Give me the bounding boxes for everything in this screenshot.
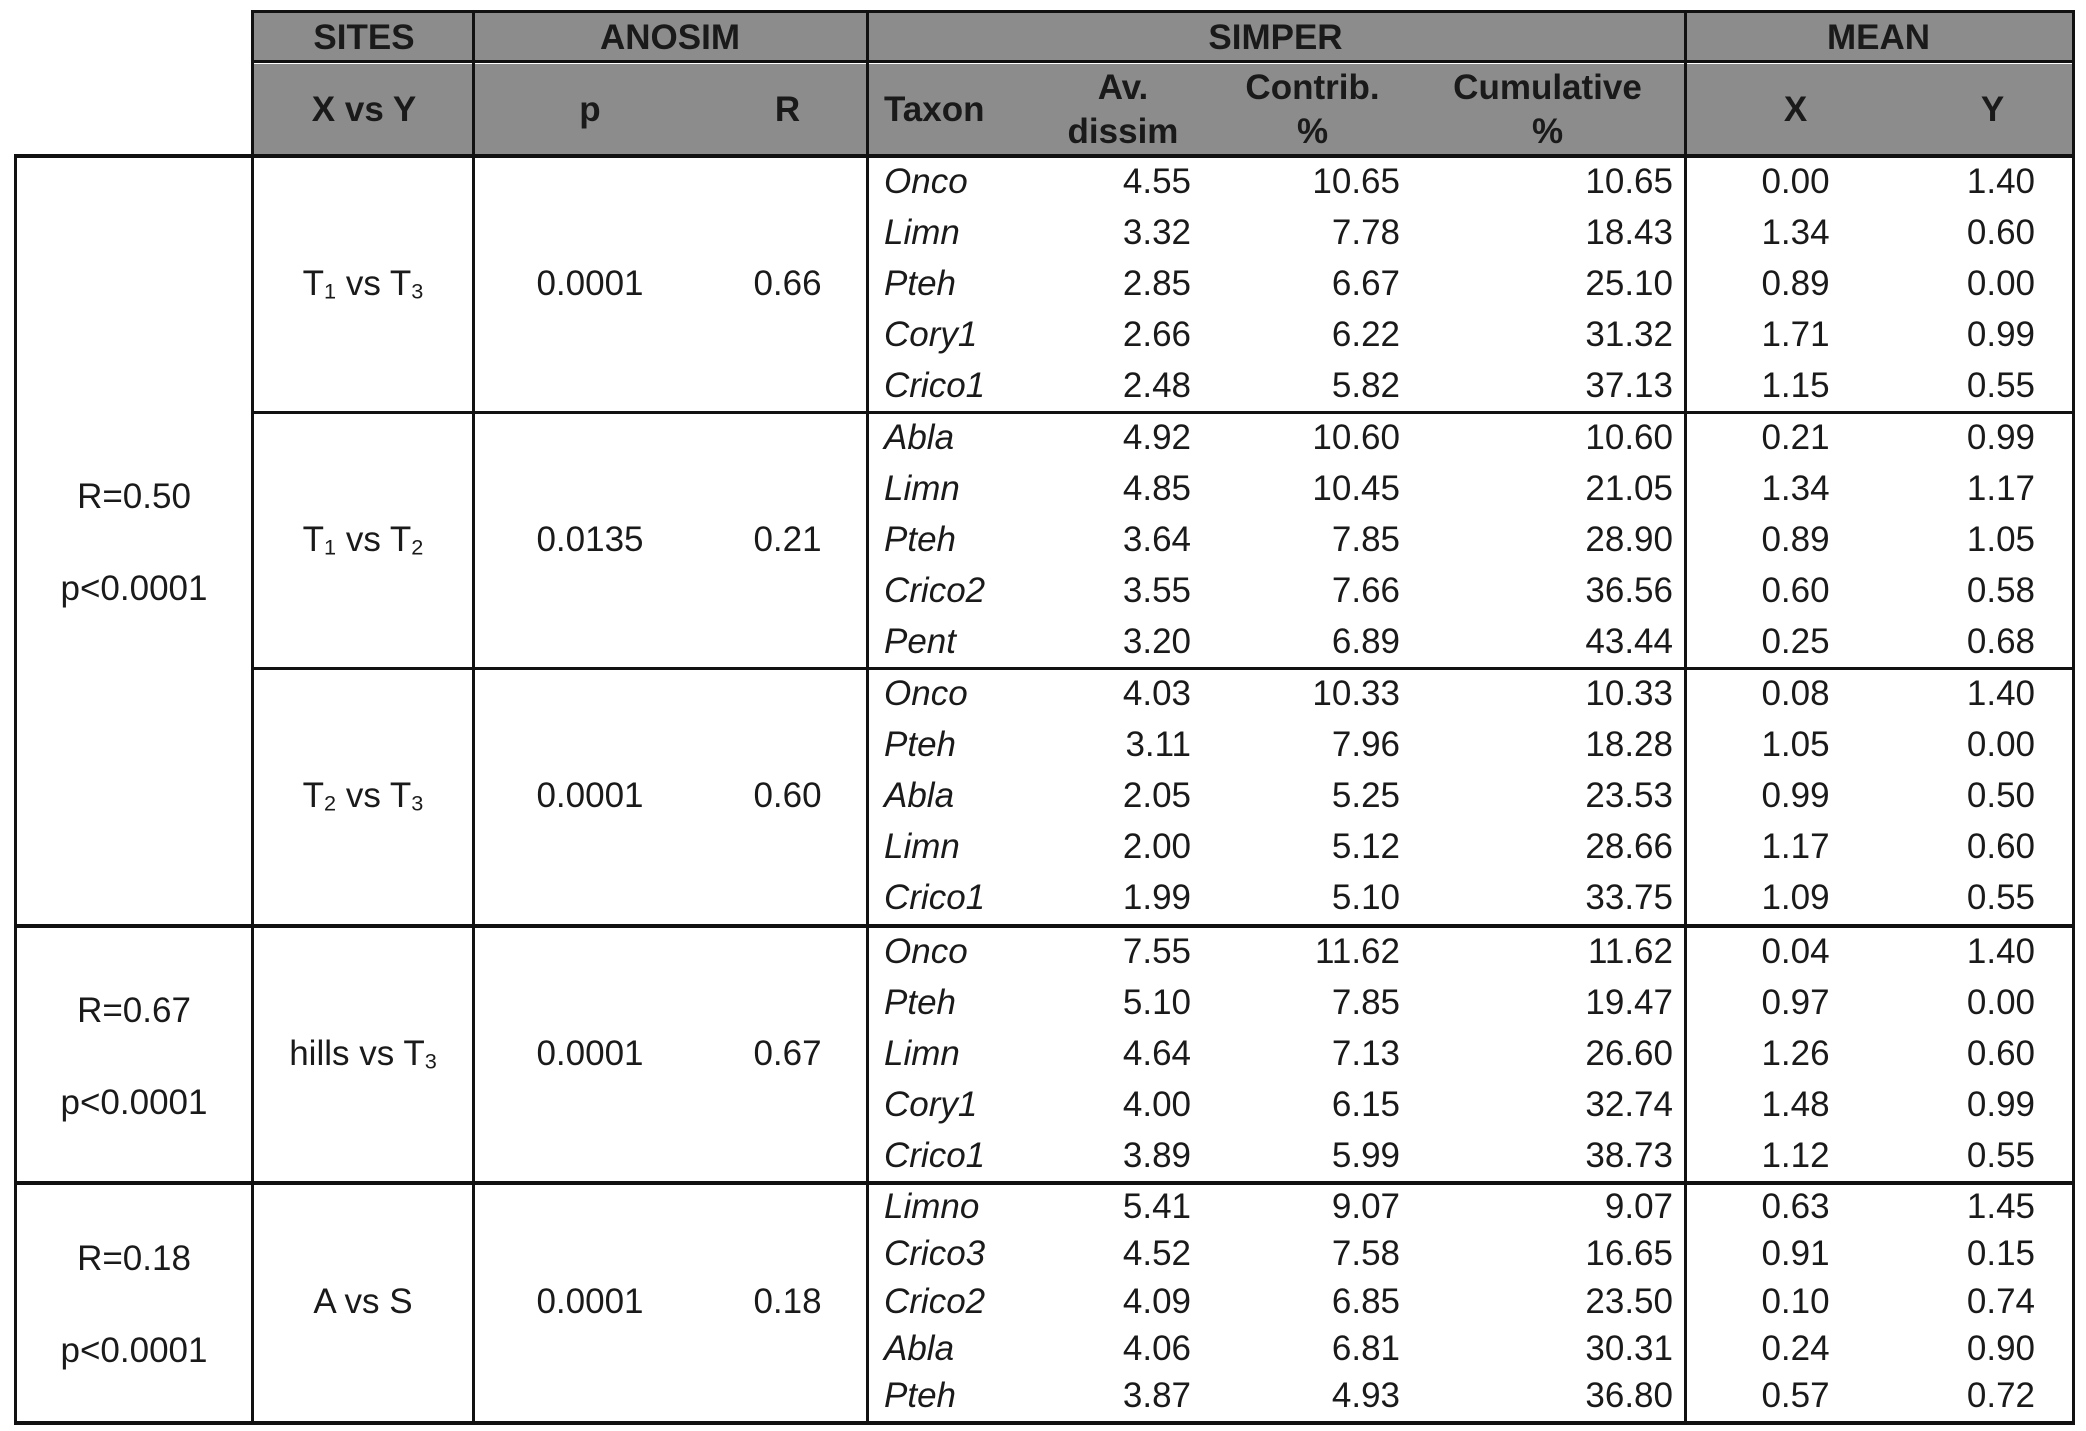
cell-mean-x: 0.91: [1761, 1234, 1830, 1273]
cell-taxon: Crico1: [884, 366, 986, 405]
cell-mean-x: 0.08: [1761, 674, 1830, 713]
cell-contrib: 10.45: [1312, 469, 1400, 508]
cell-cumulative: 30.31: [1585, 1329, 1673, 1368]
cell-av-dissim: 4.55: [1122, 162, 1191, 201]
cell-av-dissim: 4.85: [1122, 469, 1191, 508]
cell-contrib: 5.82: [1331, 366, 1400, 405]
cell-cumulative: 43.44: [1585, 622, 1673, 661]
cell-cumulative: 36.56: [1585, 571, 1673, 610]
sites-left-border: [251, 10, 254, 1424]
cell-av-dissim: 2.85: [1122, 264, 1191, 303]
anosim-r: 0.18: [753, 1282, 822, 1321]
cell-cumulative: 32.74: [1585, 1085, 1673, 1124]
cell-mean-x: 1.34: [1761, 469, 1830, 508]
comparison-sites: [254, 522, 472, 558]
site-subscript: 2: [411, 534, 424, 560]
cell-cumulative: 18.43: [1585, 213, 1673, 252]
cell-mean-y: 0.74: [1966, 1282, 2035, 1321]
cell-av-dissim: 3.89: [1122, 1136, 1191, 1175]
cell-contrib: 7.85: [1331, 520, 1400, 559]
site-text: hills vs T: [289, 1034, 425, 1073]
cell-av-dissim: 4.52: [1122, 1234, 1191, 1273]
comparison-divider-1: [251, 411, 2075, 414]
cell-contrib: 10.65: [1312, 162, 1400, 201]
cell-contrib: 9.07: [1331, 1187, 1400, 1226]
cell-cumulative: 11.62: [1588, 932, 1673, 971]
cell-taxon: Limn: [884, 827, 960, 866]
site-text: vs T: [336, 520, 412, 559]
cell-mean-x: 0.63: [1761, 1187, 1830, 1226]
header-sites: SITES: [313, 18, 415, 57]
cell-taxon: Abla: [884, 418, 955, 457]
cell-mean-y: 0.99: [1966, 315, 2035, 354]
cell-contrib: 6.67: [1331, 264, 1400, 303]
cell-mean-y: 0.55: [1966, 366, 2035, 405]
header-contrib-line1: Contrib.: [1245, 68, 1380, 107]
table-left-border: [14, 154, 17, 1424]
cell-mean-y: 0.58: [1966, 571, 2035, 610]
cell-av-dissim: 4.64: [1122, 1034, 1191, 1073]
cell-av-dissim: 3.32: [1122, 213, 1191, 252]
cell-av-dissim: 4.06: [1122, 1329, 1191, 1368]
cell-mean-y: 1.40: [1966, 162, 2035, 201]
cell-cumulative: 18.28: [1585, 725, 1673, 764]
group-r-value: R=0.18: [77, 1239, 191, 1278]
cell-mean-x: 1.71: [1761, 315, 1830, 354]
header-cumulative-line1: Cumulative: [1453, 68, 1642, 107]
header-x-vs-y: X vs Y: [311, 90, 417, 129]
cell-mean-y: 1.40: [1966, 674, 2035, 713]
site-text: T: [302, 776, 325, 815]
cell-taxon: Pteh: [884, 520, 956, 559]
cell-mean-x: 0.99: [1761, 776, 1830, 815]
anosim-r: 0.60: [753, 776, 822, 815]
cell-cumulative: 10.33: [1585, 674, 1673, 713]
cell-mean-x: 0.60: [1761, 571, 1830, 610]
cell-contrib: 7.78: [1331, 213, 1400, 252]
cell-cumulative: 16.65: [1585, 1234, 1673, 1273]
cell-contrib: 7.85: [1331, 983, 1400, 1022]
cell-mean-x: 1.17: [1761, 827, 1830, 866]
cell-contrib: 5.10: [1331, 878, 1400, 917]
site-subscript: 3: [411, 790, 424, 816]
cell-av-dissim: 3.11: [1125, 725, 1191, 764]
header-mean: MEAN: [1826, 18, 1931, 57]
anosim-r: 0.21: [753, 520, 822, 559]
cell-av-dissim: 1.99: [1122, 878, 1191, 917]
table-bottom-border: [14, 1421, 2075, 1425]
cell-mean-x: 1.09: [1761, 878, 1830, 917]
cell-taxon: Limn: [884, 213, 960, 252]
cell-mean-x: 0.57: [1761, 1376, 1830, 1415]
cell-contrib: 6.89: [1331, 622, 1400, 661]
cell-mean-y: 1.40: [1966, 932, 2035, 971]
cell-mean-x: 0.21: [1761, 418, 1830, 457]
cell-av-dissim: 2.66: [1122, 315, 1191, 354]
anosim-r: 0.67: [753, 1034, 822, 1073]
cell-taxon: Pteh: [884, 1376, 956, 1415]
cell-av-dissim: 5.10: [1122, 983, 1191, 1022]
header-border-top: [251, 10, 2075, 13]
cell-contrib: 5.99: [1331, 1136, 1400, 1175]
cell-taxon: Onco: [884, 932, 968, 971]
cell-mean-x: 0.25: [1761, 622, 1830, 661]
cell-contrib: 5.25: [1331, 776, 1400, 815]
cell-mean-x: 1.15: [1761, 366, 1830, 405]
cell-mean-y: 0.99: [1966, 418, 2035, 457]
cell-cumulative: 37.13: [1585, 366, 1673, 405]
anosim-divider: [866, 154, 869, 1424]
header-border-mid: [251, 60, 2075, 63]
header-cumulative-line2: %: [1531, 112, 1564, 151]
header-mean-x: X: [1783, 90, 1808, 129]
cell-contrib: 7.13: [1331, 1034, 1400, 1073]
cell-mean-y: 0.60: [1966, 213, 2035, 252]
cell-mean-x: 1.26: [1761, 1034, 1830, 1073]
cell-cumulative: 36.80: [1585, 1376, 1673, 1415]
comparison-sites: [254, 1036, 472, 1072]
cell-av-dissim: 4.92: [1122, 418, 1191, 457]
anosim-p: 0.0135: [536, 520, 644, 559]
site-subscript: 2: [324, 790, 337, 816]
cell-mean-y: 0.72: [1966, 1376, 2035, 1415]
cell-mean-y: 0.15: [1966, 1234, 2035, 1273]
cell-mean-x: 0.97: [1761, 983, 1830, 1022]
site-text: T: [302, 264, 325, 303]
cell-taxon: Limn: [884, 1034, 960, 1073]
cell-taxon: Pent: [884, 622, 956, 661]
anosim-p: 0.0001: [536, 264, 644, 303]
cell-contrib: 7.66: [1331, 571, 1400, 610]
site-subscript: 3: [411, 278, 424, 304]
cell-cumulative: 9.07: [1604, 1187, 1673, 1226]
cell-taxon: Crico2: [884, 1282, 986, 1321]
table-right-border: [2072, 10, 2075, 1424]
cell-mean-y: 0.60: [1966, 827, 2035, 866]
cell-taxon: Pteh: [884, 983, 956, 1022]
group-p-value: p<0.0001: [60, 1083, 208, 1122]
cell-cumulative: 28.66: [1585, 827, 1673, 866]
header-contrib-line2: %: [1296, 112, 1329, 151]
cell-mean-x: 0.10: [1761, 1282, 1830, 1321]
cell-av-dissim: 5.41: [1122, 1187, 1191, 1226]
cell-mean-y: 0.00: [1966, 725, 2035, 764]
site-text: A vs S: [313, 1282, 413, 1321]
cell-cumulative: 10.60: [1585, 418, 1673, 457]
cell-contrib: 6.22: [1331, 315, 1400, 354]
cell-taxon: Pteh: [884, 264, 956, 303]
cell-mean-y: 0.68: [1966, 622, 2035, 661]
cell-mean-y: 0.90: [1966, 1329, 2035, 1368]
cell-av-dissim: 3.64: [1122, 520, 1191, 559]
header-anosim: ANOSIM: [600, 18, 740, 57]
cell-taxon: Crico1: [884, 1136, 986, 1175]
cell-taxon: Limno: [884, 1187, 980, 1226]
cell-mean-x: 1.34: [1761, 213, 1830, 252]
cell-taxon: Cory1: [884, 1085, 978, 1124]
cell-mean-y: 0.00: [1966, 264, 2035, 303]
mean-divider: [1684, 154, 1687, 1424]
cell-taxon: Onco: [884, 674, 968, 713]
header-simper: SIMPER: [1208, 18, 1343, 57]
header-taxon: Taxon: [884, 90, 985, 129]
comparison-sites: [254, 1284, 472, 1319]
cell-mean-y: 0.60: [1966, 1034, 2035, 1073]
cell-mean-y: 0.55: [1966, 1136, 2035, 1175]
anosim-p: 0.0001: [536, 1034, 644, 1073]
cell-contrib: 4.93: [1331, 1376, 1400, 1415]
cell-mean-y: 0.99: [1966, 1085, 2035, 1124]
cell-cumulative: 25.10: [1585, 264, 1673, 303]
header-p: p: [579, 90, 601, 129]
group-divider-1: [14, 924, 2075, 928]
group-p-value: p<0.0001: [60, 569, 208, 608]
cell-contrib: 11.62: [1315, 932, 1400, 971]
header-divider-anosim: [866, 10, 869, 155]
cell-mean-y: 1.45: [1966, 1187, 2035, 1226]
cell-mean-y: 0.50: [1966, 776, 2035, 815]
cell-mean-x: 0.24: [1761, 1329, 1830, 1368]
site-text: vs T: [336, 776, 412, 815]
cell-taxon: Abla: [884, 776, 955, 815]
cell-cumulative: 38.73: [1585, 1136, 1673, 1175]
cell-av-dissim: 3.20: [1122, 622, 1191, 661]
header-divider-sites: [472, 10, 475, 155]
group-r-value: R=0.67: [77, 991, 191, 1030]
cell-cumulative: 23.50: [1585, 1282, 1673, 1321]
anosim-p: 0.0001: [536, 1282, 644, 1321]
header-mean-y: Y: [1980, 90, 2005, 129]
cell-av-dissim: 2.05: [1122, 776, 1191, 815]
site-subscript: 3: [424, 1048, 437, 1074]
cell-taxon: Cory1: [884, 315, 978, 354]
cell-contrib: 7.96: [1331, 725, 1400, 764]
cell-av-dissim: 3.55: [1122, 571, 1191, 610]
group-p-value: p<0.0001: [60, 1331, 208, 1370]
cell-cumulative: 23.53: [1585, 776, 1673, 815]
cell-mean-x: 0.04: [1761, 932, 1830, 971]
cell-mean-x: 0.89: [1761, 264, 1830, 303]
anosim-p: 0.0001: [536, 776, 644, 815]
anosim-r: 0.66: [753, 264, 822, 303]
cell-cumulative: 28.90: [1585, 520, 1673, 559]
site-text: T: [302, 520, 325, 559]
cell-contrib: 7.58: [1331, 1234, 1400, 1273]
cell-mean-y: 0.00: [1966, 983, 2035, 1022]
cell-mean-y: 1.17: [1966, 469, 2035, 508]
site-text: vs T: [336, 264, 412, 303]
header-av-dissim-line1: Av.: [1097, 68, 1149, 107]
comparison-sites: [254, 266, 472, 302]
group-divider-2: [14, 1181, 2075, 1185]
cell-mean-y: 1.05: [1966, 520, 2035, 559]
cell-mean-x: 0.89: [1761, 520, 1830, 559]
cell-taxon: Crico3: [884, 1234, 986, 1273]
cell-av-dissim: 4.03: [1122, 674, 1191, 713]
cell-mean-x: 1.12: [1761, 1136, 1830, 1175]
cell-cumulative: 21.05: [1585, 469, 1673, 508]
header-r: R: [774, 90, 801, 129]
site-subscript: 1: [324, 278, 337, 304]
cell-cumulative: 31.32: [1585, 315, 1673, 354]
cell-mean-x: 1.48: [1761, 1085, 1830, 1124]
cell-av-dissim: 2.48: [1122, 366, 1191, 405]
cell-mean-x: 1.05: [1761, 725, 1830, 764]
header-av-dissim-line2: dissim: [1067, 112, 1179, 151]
cell-taxon: Crico2: [884, 571, 986, 610]
cell-contrib: 6.85: [1331, 1282, 1400, 1321]
cell-av-dissim: 4.09: [1122, 1282, 1191, 1321]
cell-taxon: Pteh: [884, 725, 956, 764]
cell-av-dissim: 2.00: [1122, 827, 1191, 866]
group-r-value: R=0.50: [77, 477, 191, 516]
comparison-divider: [472, 154, 475, 1424]
cell-av-dissim: 7.55: [1122, 932, 1191, 971]
cell-mean-x: 0.00: [1761, 162, 1830, 201]
cell-taxon: Abla: [884, 1329, 955, 1368]
cell-taxon: Onco: [884, 162, 968, 201]
cell-contrib: 10.33: [1312, 674, 1400, 713]
header-bottom-border: [14, 154, 2075, 158]
cell-taxon: Crico1: [884, 878, 986, 917]
cell-mean-y: 0.55: [1966, 878, 2035, 917]
cell-cumulative: 10.65: [1585, 162, 1673, 201]
cell-cumulative: 26.60: [1585, 1034, 1673, 1073]
header-divider-simper: [1684, 10, 1687, 155]
comparison-sites: [254, 778, 472, 814]
cell-cumulative: 19.47: [1585, 983, 1673, 1022]
site-subscript: 1: [324, 534, 337, 560]
cell-contrib: 10.60: [1312, 418, 1400, 457]
cell-av-dissim: 4.00: [1122, 1085, 1191, 1124]
cell-contrib: 6.15: [1331, 1085, 1400, 1124]
comparison-divider-2: [251, 667, 2075, 670]
cell-cumulative: 33.75: [1585, 878, 1673, 917]
cell-taxon: Limn: [884, 469, 960, 508]
cell-contrib: 5.12: [1331, 827, 1400, 866]
cell-av-dissim: 3.87: [1122, 1376, 1191, 1415]
cell-contrib: 6.81: [1331, 1329, 1400, 1368]
